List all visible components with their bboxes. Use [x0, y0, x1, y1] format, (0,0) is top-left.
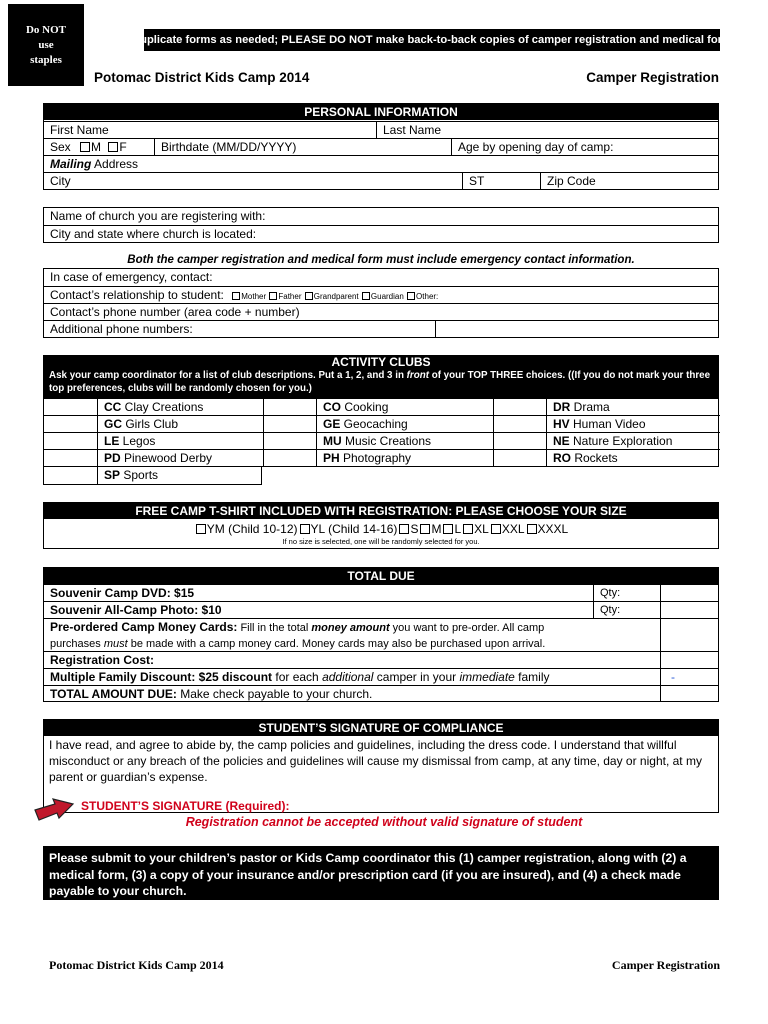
money-cards-label: Pre-ordered Camp Money Cards: [50, 620, 238, 634]
staple-line-3: staples [30, 53, 62, 66]
address-label: Address [91, 157, 139, 171]
size-checkbox[interactable] [527, 524, 537, 534]
money-cards-item [44, 619, 660, 651]
grandparent-label: Grandparent [313, 292, 359, 301]
emergency-contact-field[interactable] [44, 269, 718, 286]
discount-additional: additional [322, 670, 374, 684]
guardian-label: Guardian [370, 292, 404, 301]
additional-phone-field[interactable] [44, 321, 435, 338]
mother-label: Mother [241, 292, 267, 301]
club-rank-input[interactable] [493, 450, 546, 467]
activity-clubs-section [43, 355, 719, 485]
signature-section [43, 719, 719, 813]
money-amount-field[interactable] [660, 619, 718, 651]
club-code: PH [323, 451, 340, 465]
sex-row [44, 138, 718, 155]
club-name: Human Video [569, 417, 646, 431]
size-label: XL [474, 522, 489, 536]
relationship-options [231, 292, 438, 301]
size-label: XXXL [537, 522, 569, 536]
club-code: GE [323, 417, 341, 431]
additional-phone-input[interactable] [435, 321, 718, 338]
zip-label: Zip Code [547, 174, 596, 188]
money-text-2: you want to pre-order. All camp [389, 622, 545, 634]
relationship-label: Contact’s relationship to student: [50, 288, 224, 302]
dvd-amount-field[interactable] [660, 585, 718, 601]
discount-text-2: camper in your [373, 670, 460, 684]
club-code: DR [553, 400, 571, 414]
club-code: NE [553, 434, 570, 448]
city-label: City [50, 174, 71, 188]
last-name-label: Last Name [383, 123, 442, 137]
size-label: S [410, 522, 419, 536]
additional-phone-label: Additional phone numbers: [50, 322, 193, 336]
size-options [44, 521, 718, 537]
state-field[interactable] [462, 173, 540, 189]
contact-phone-field[interactable] [44, 304, 718, 320]
photo-label: Souvenir All-Camp Photo: $10 [50, 603, 222, 617]
section-heading: FREE CAMP T-SHIRT INCLUDED WITH REGISTRATION: PLEASE CHOOSE YOUR SIZE [44, 503, 718, 519]
age-label: Age by opening day of camp: [458, 140, 614, 154]
size-checkbox[interactable] [196, 524, 206, 534]
church-section [43, 207, 719, 243]
club-rank-input[interactable] [493, 416, 546, 433]
contact-phone-label: Contact’s phone number (area code + number) [50, 305, 300, 319]
footer-right: Camper Registration [611, 958, 720, 972]
emergency-contact-label: In case of emergency, contact: [50, 270, 213, 284]
female-checkbox[interactable] [108, 142, 118, 152]
club-item [316, 433, 493, 450]
discount-immediate: immediate [459, 670, 515, 684]
discount-label: Multiple Family Discount: $25 discount [50, 670, 273, 684]
size-label: YM (Child 10-12) [206, 522, 298, 536]
club-code: CC [104, 400, 122, 414]
total-amount-field[interactable] [660, 686, 718, 702]
club-rank-input[interactable] [493, 433, 546, 450]
submit-instructions: Please submit to your children’s pastor or Kids Camp coordinator this (1) camper registration, along with (2) a medical form, (3) a copy of your insurance and/or prescription card (if you are insured), and (4) a check made payable to your church. [43, 846, 719, 900]
signature-label: STUDENT’S SIGNATURE (Required): [81, 799, 290, 813]
clubs-grid [43, 399, 719, 467]
photo-amount-field[interactable] [660, 602, 718, 618]
city-row [44, 172, 718, 189]
first-name-field[interactable] [44, 122, 376, 138]
father-label: Father [278, 292, 302, 301]
other-checkbox[interactable] [407, 292, 415, 300]
club-item [546, 450, 720, 467]
footer-left: Potomac District Kids Camp 2014 [49, 958, 224, 972]
male-checkbox[interactable] [80, 142, 90, 152]
club-name: Drama [570, 400, 610, 414]
church-location-field[interactable] [44, 226, 718, 242]
instruction-text-1: Ask your camp coordinator for a list of club descriptions. Put a 1, 2, and 3 in [49, 370, 407, 381]
money-amount-text: money amount [311, 622, 390, 634]
instruction-front: front [406, 370, 429, 381]
club-item [316, 450, 493, 467]
club-rank-input[interactable] [263, 450, 316, 467]
money-text-3: purchases [50, 638, 104, 650]
club-item [546, 416, 720, 433]
club-code: MU [323, 434, 342, 448]
club-rank-input[interactable] [44, 433, 97, 450]
emergency-note: Both the camper registration and medical form must include emergency contact information. [127, 254, 635, 266]
grandparent-checkbox[interactable] [305, 292, 313, 300]
clubs-instructions [49, 370, 713, 395]
club-code: SP [104, 468, 121, 482]
discount-item [44, 669, 660, 685]
money-text-4: be made with a camp money card. Money cards may also be purchased upon arrival. [127, 638, 546, 650]
mother-checkbox[interactable] [232, 292, 240, 300]
club-code: PD [104, 451, 121, 465]
club-name: Nature Exploration [569, 434, 673, 448]
club-code: HV [553, 417, 570, 431]
signature-warning: Registration cannot be accepted without valid signature of student [185, 815, 583, 829]
club-name: Music Creations [341, 434, 432, 448]
section-heading: TOTAL DUE [44, 568, 718, 584]
staple-line-1: Do NOT [25, 23, 67, 36]
personal-info-section [43, 103, 719, 190]
club-item [97, 467, 261, 484]
club-item [546, 399, 720, 416]
club-code: GC [104, 417, 122, 431]
club-rank-input[interactable] [263, 416, 316, 433]
church-name-label: Name of church you are registering with: [50, 209, 266, 223]
church-name-field[interactable] [44, 208, 718, 225]
club-name: Rockets [571, 451, 618, 465]
size-label: M [431, 522, 442, 536]
photo-item [44, 602, 593, 618]
birthdate-label: Birthdate (MM/DD/YYYY) [161, 140, 297, 154]
state-label: ST [469, 174, 485, 188]
staple-line-2: use [38, 38, 54, 51]
sex-label: Sex [50, 140, 71, 154]
registration-cost-item [44, 652, 660, 668]
club-rank-input[interactable] [44, 399, 97, 416]
club-name: Photography [339, 451, 412, 465]
form-title: Camper Registration [586, 70, 719, 85]
clubs-last-row [43, 467, 262, 485]
signature-field[interactable] [304, 798, 710, 813]
size-note: If no size is selected, one will be randomly selected for you. [282, 537, 480, 546]
dvd-qty-field[interactable] [593, 585, 660, 601]
dvd-label: Souvenir Camp DVD: $15 [50, 586, 195, 600]
age-field[interactable] [451, 139, 718, 155]
church-location-label: City and state where church is located: [50, 227, 257, 241]
section-heading: ACTIVITY CLUBS [331, 355, 431, 369]
size-label: XXL [501, 522, 525, 536]
total-due-section [43, 567, 719, 702]
size-label: L [454, 522, 462, 536]
club-rank-input[interactable] [493, 399, 546, 416]
total-amount-item [44, 686, 660, 702]
female-label: F [119, 140, 127, 154]
sex-field [44, 139, 154, 155]
male-label: M [91, 140, 102, 154]
relationship-field [44, 287, 718, 303]
duplicate-notice: Duplicate forms as needed; PLEASE DO NOT make back-to-back copies of camper registration and medical form [144, 29, 720, 51]
club-item [546, 433, 720, 450]
club-rank-input[interactable] [263, 433, 316, 450]
club-code: LE [104, 434, 120, 448]
club-item [97, 399, 263, 416]
club-rank-input[interactable] [44, 450, 97, 467]
emergency-section [43, 268, 719, 338]
clubs-header [43, 355, 719, 399]
club-item [97, 450, 263, 467]
qty-label: Qty: [600, 604, 621, 616]
page-title: Potomac District Kids Camp 2014 [94, 70, 310, 85]
total-amount-label: TOTAL AMOUNT DUE: [50, 687, 177, 701]
club-name: Sports [120, 468, 159, 482]
club-rank-input[interactable] [44, 416, 97, 433]
registration-cost-label: Registration Cost: [50, 653, 155, 667]
discount-text-3: family [514, 670, 550, 684]
size-checkbox[interactable] [443, 524, 453, 534]
club-rank-input[interactable] [44, 467, 97, 484]
dvd-item [44, 585, 593, 601]
zip-field[interactable] [540, 173, 718, 189]
section-heading: PERSONAL INFORMATION [44, 104, 718, 120]
photo-qty-field[interactable] [593, 602, 660, 618]
club-code: CO [323, 400, 341, 414]
size-checkbox[interactable] [420, 524, 430, 534]
size-checkbox[interactable] [463, 524, 473, 534]
first-name-label: First Name [50, 123, 109, 137]
section-heading: STUDENT’S SIGNATURE OF COMPLIANCE [44, 720, 718, 736]
name-row [44, 121, 718, 138]
father-checkbox[interactable] [269, 292, 277, 300]
club-name: Legos [119, 434, 156, 448]
club-name: Pinewood Derby [120, 451, 213, 465]
money-text-1: Fill in the total [237, 622, 312, 634]
discount-text-1: for each [272, 670, 323, 684]
size-label: YL (Child 14-16) [310, 522, 398, 536]
city-field[interactable] [44, 173, 462, 189]
instruction-text-2: of your TOP THREE choices. ((If you do not mark your three top preferences, clubs will be randomly chosen for you.) [49, 370, 711, 394]
compliance-text: I have read, and agree to abide by, the camp policies and guidelines, including the dress code. I understand that willful misconduct or any breach of the policies and guidelines will cause my dismissal from camp, at any time, day or night, at my parent or guardian’s expense. [49, 738, 702, 784]
money-must-text: must [103, 638, 128, 650]
club-name: Cooking [341, 400, 389, 414]
guardian-checkbox[interactable] [362, 292, 370, 300]
registration-cost-field[interactable] [660, 652, 718, 668]
size-checkbox[interactable] [300, 524, 310, 534]
mailing-address-field[interactable] [44, 156, 718, 172]
club-name: Girls Club [122, 417, 179, 431]
other-label: Other: [416, 292, 439, 301]
size-checkbox[interactable] [399, 524, 409, 534]
qty-label: Qty: [600, 587, 621, 599]
discount-field[interactable] [660, 669, 718, 685]
mailing-label: Mailing [50, 157, 92, 171]
total-amount-text: Make check payable to your church. [176, 687, 373, 701]
club-item [316, 399, 493, 416]
club-item [97, 433, 263, 450]
address-row [44, 155, 718, 172]
discount-dash: - [671, 670, 675, 684]
club-item [316, 416, 493, 433]
tshirt-section [43, 502, 719, 549]
size-checkbox[interactable] [491, 524, 501, 534]
club-name: Clay Creations [121, 400, 204, 414]
club-item [97, 416, 263, 433]
birthdate-field[interactable] [154, 139, 451, 155]
club-rank-input[interactable] [263, 399, 316, 416]
staple-notice [8, 4, 84, 86]
last-name-field[interactable] [376, 122, 718, 138]
club-code: RO [553, 451, 571, 465]
club-name: Geocaching [340, 417, 408, 431]
